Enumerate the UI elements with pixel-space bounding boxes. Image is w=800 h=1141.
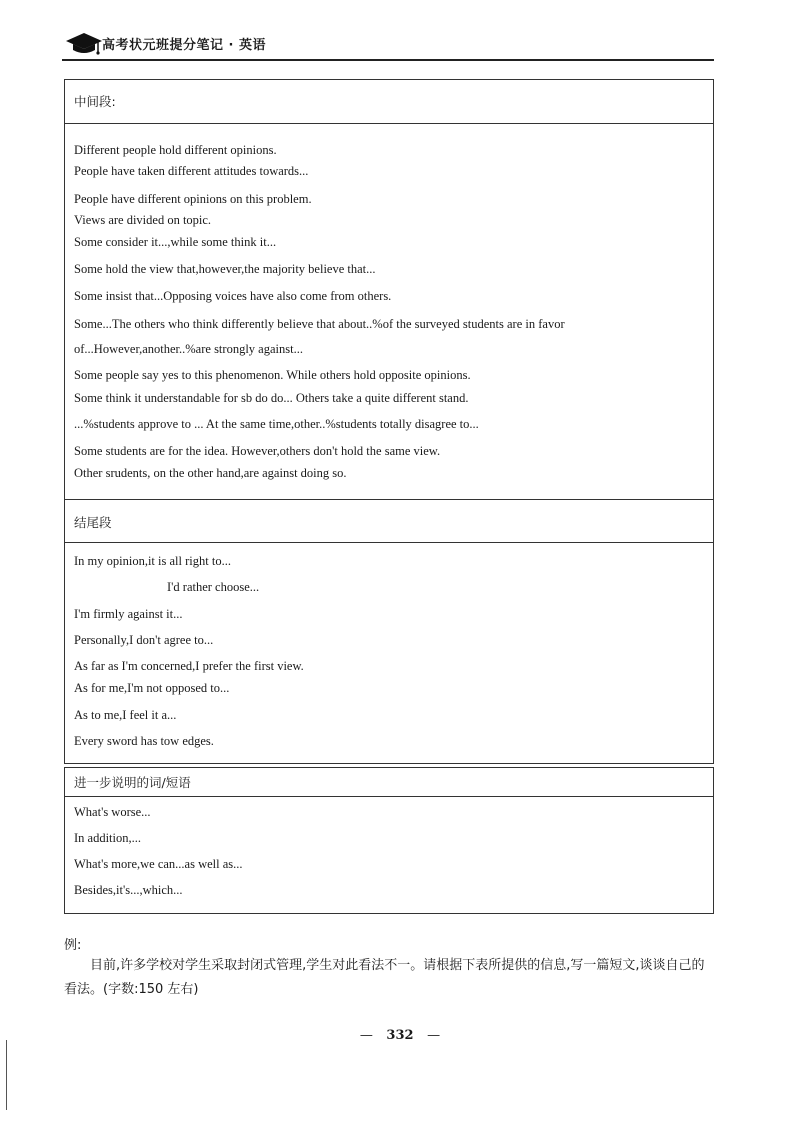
list-item: I'd rather choose... [167,580,260,594]
header-rule [62,59,714,61]
list-item: Some hold the view that,however,the majority believe that... [74,262,376,276]
list-item: of...However,another..%are strongly against... [74,342,303,356]
list-item: Besides,it's...,which... [74,883,183,897]
list-item: Some consider it...,while some think it... [74,235,277,249]
header-title: 高考状元班提分笔记 · 英语 [102,38,266,53]
middle-section-box [64,79,714,501]
graduation-cap-icon [64,30,104,56]
example-label: 例: [64,938,82,953]
list-item: What's more,we can...as well as... [74,857,243,871]
list-item: As far as I'm concerned,I prefer the first view. [74,659,304,673]
divider [65,796,713,797]
further-section-heading: 进一步说明的词/短语 [74,775,191,790]
list-item: ...%students approve to ... At the same time,other..%students totally disagree to... [74,417,479,431]
list-item: Some people say yes to this phenomenon. While others hold opposite opinions. [74,368,471,382]
list-item: I'm firmly against it... [74,607,183,621]
list-item: Some think it understandable for sb do do... Others take a quite different stand. [74,391,469,405]
list-item: People have different opinions on this problem. [74,192,312,206]
list-item: Every sword has tow edges. [74,734,214,748]
list-item: Some...The others who think differently believe that about..%of the surveyed students are in favor [74,317,565,331]
margin-line [6,1040,7,1110]
ending-section-heading: 结尾段 [74,515,112,530]
page-dash-left: — [359,1028,373,1043]
list-item: Personally,I don't agree to... [74,633,214,647]
page-number: 332 [386,1028,414,1043]
page-header [62,28,714,62]
divider [65,123,713,124]
list-item: In my opinion,it is all right to... [74,554,231,568]
page-number-footer [0,1028,800,1043]
list-item: Views are divided on topic. [74,213,212,227]
list-item: Some insist that...Opposing voices have also come from others. [74,289,392,303]
ending-section-box [64,499,714,764]
list-item: As for me,I'm not opposed to... [74,681,230,695]
further-section-box [64,767,714,914]
list-item: What's worse... [74,805,151,819]
list-item: People have taken different attitudes towards... [74,164,309,178]
middle-section-heading: 中间段: [74,94,116,109]
list-item: In addition,... [74,831,142,845]
example-paragraph: 目前,许多学校对学生采取封闭式管理,学生对此看法不一。请根据下表所提供的信息,写一篇短文,谈谈自己的看法。(字数:150 左右) [64,958,705,997]
list-item: As to me,I feel it a... [74,708,177,722]
page-dash-right: — [427,1028,441,1043]
list-item: Other srudents, on the other hand,are against doing so. [74,466,347,480]
list-item: Different people hold different opinions. [74,143,277,157]
list-item: Some students are for the idea. However,others don't hold the same view. [74,444,441,458]
divider [65,542,713,543]
